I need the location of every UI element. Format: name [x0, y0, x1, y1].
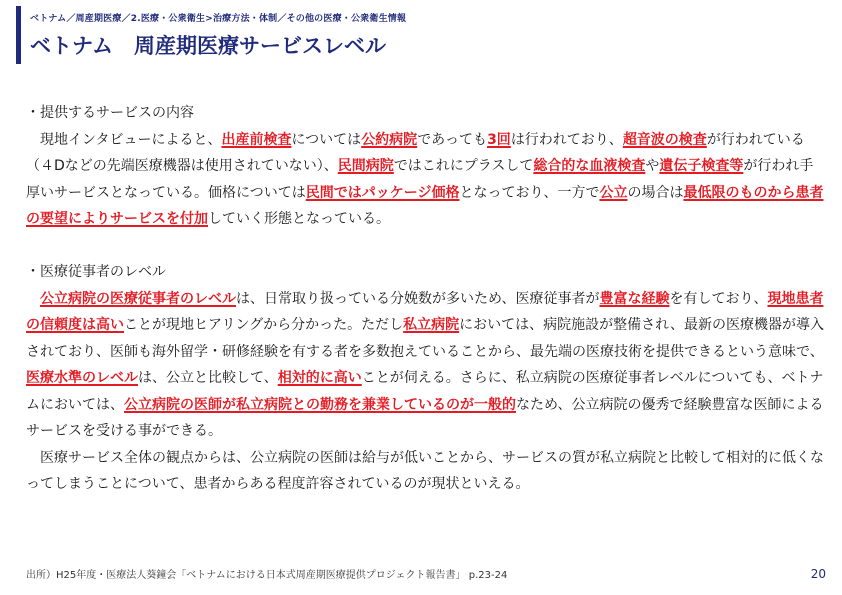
text-run: については	[291, 131, 362, 148]
page-number: 20	[810, 567, 826, 581]
section-heading: ・医療従事者のレベル	[26, 264, 166, 280]
highlighted-phrase: 民間ではパッケージ価格	[305, 184, 460, 201]
highlighted-phrase: 民間病院	[337, 158, 394, 174]
text-run: や	[645, 158, 660, 174]
highlighted-phrase: 公立病院の医療従事者のレベル	[40, 290, 236, 307]
section-heading: ・提供するサービスの内容	[26, 105, 194, 121]
body-paragraph	[26, 127, 826, 233]
body-paragraph	[26, 445, 826, 498]
highlighted-phrase: 公立病院の医師が私立病院との勤務を兼業しているのが一般的	[124, 396, 516, 413]
text-run: が行われ手厚いサービスとなっている。価格については	[26, 158, 814, 201]
text-run: となっており、一方で	[459, 184, 600, 201]
text-run: ことが現地ヒアリングから分かった。ただし	[124, 317, 404, 333]
highlighted-phrase: 医療水準のレベル	[26, 370, 138, 386]
text-run: 医療サービス全体の観点からは、公立病院の医師は給与が低いことから、サービスの質が私立病院と比較して相対的に低くなってしまうことについて、患者からある程度許容されているのが現状といえる。	[26, 449, 824, 492]
highlighted-phrase: 総合的な血液検査	[533, 158, 646, 174]
highlighted-phrase: 出産前検査	[221, 131, 292, 148]
slide-body	[26, 100, 826, 498]
text-run: の場合は	[627, 184, 684, 201]
text-run: を有しており、	[669, 290, 768, 307]
highlighted-phrase: 豊富な経験	[599, 290, 670, 307]
highlighted-phrase: 現地患者の信頼度は高い	[26, 290, 824, 333]
highlighted-phrase: 最低限のものから患者の要望によりサービスを付加	[26, 184, 824, 227]
text-run: なため、公立病院の優秀で経験豊富な医師によるサービスを受ける事ができる。	[26, 396, 824, 439]
text-run: は行われており、	[510, 131, 623, 148]
title-accent-bar	[16, 6, 21, 64]
text-run: は、日常取り扱っている分娩数が多いため、医療従事者が	[236, 290, 600, 307]
highlighted-phrase: 公立	[599, 184, 628, 201]
text-run: ことが伺える。さらに、私立病院の医療従事者レベルについても、ベトナムにおいては、	[26, 370, 824, 413]
source-citation: 出所）H25年度・医療法人葵鐘会「ベトナムにおける日本式周産期医療提供プロジェクト報告書」 p.23-24	[26, 570, 508, 581]
text-run: においては、病院施設が整備され、最新の医療機器が導入されており、医師も海外留学・研修経験を有する者を多数抱えていることから、最先端の医療技術を提供できるという意味で、	[26, 317, 825, 360]
highlighted-phrase: 私立病院	[403, 317, 460, 333]
body-paragraph	[26, 286, 826, 445]
breadcrumb: ベトナム／周産期医療／2.医療・公衆衛生>治療方法・体制／その他の医療・公衆衛生情報	[30, 14, 407, 24]
highlighted-phrase: 3回	[487, 131, 511, 148]
text-run: していく形態となっている。	[208, 211, 390, 227]
text-run: は、公立と比較して、	[138, 370, 278, 386]
highlighted-phrase: 超音波の検査	[622, 131, 707, 148]
highlighted-phrase: 相対的に高い	[277, 370, 362, 386]
section-spacer	[26, 233, 826, 260]
text-run: ではこれにプラスして	[393, 158, 534, 174]
text-run: であっても	[417, 131, 488, 148]
page-title: ベトナム 周産期医療サービスレベル	[30, 34, 386, 58]
text-run: 現地インタビューによると、	[40, 131, 222, 148]
highlighted-phrase: 遺伝子検査等	[659, 158, 744, 174]
text-run: が行われている（４Dなどの先端医療機器は使用されていない）、	[26, 131, 805, 174]
highlighted-phrase: 公約病院	[361, 131, 418, 148]
